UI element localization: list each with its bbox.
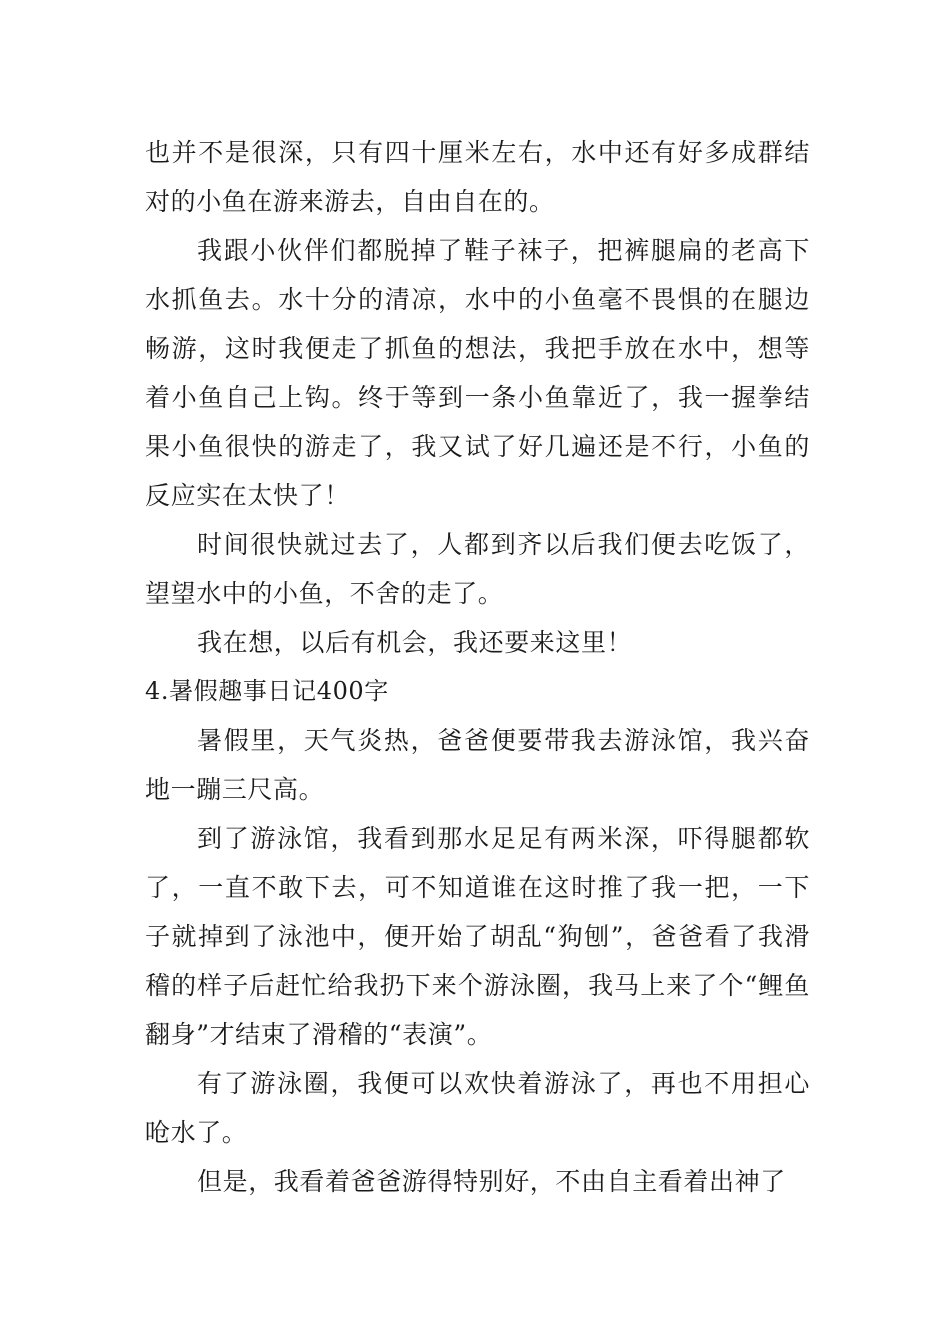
paragraph-5: 暑假里，天气炎热，爸爸便要带我去游泳馆，我兴奋地一蹦三尺高。 bbox=[145, 726, 810, 804]
paragraph-7: 有了游泳圈，我便可以欢快着游泳了，再也不用担心呛水了。 bbox=[145, 1069, 810, 1147]
paragraph-4: 我在想，以后有机会，我还要来这里！ bbox=[197, 628, 633, 657]
paragraph-3: 时间很快就过去了，人都到齐以后我们便去吃饭了，望望水中的小鱼，不舍的走了。 bbox=[145, 530, 810, 608]
document-body bbox=[145, 128, 810, 1206]
paragraph-6: 到了游泳馆，我看到那水足足有两米深，吓得腿都软了，一直不敢下去，可不知道谁在这时推了我一把，一下子就掉到了泳池中，便开始了胡乱“狗刨”，爸爸看了我滑稽的样子后赶忙给我扔下来个游泳圈，我马上来了个“鲤鱼翻身”才结束了滑稽的“表演”。 bbox=[145, 824, 810, 1049]
section-heading: 4.暑假趣事日记400字 bbox=[145, 677, 389, 705]
paragraph-1: 也并不是很深，只有四十厘米左右，水中还有好多成群结对的小鱼在游来游去，自由自在的。 bbox=[145, 138, 810, 216]
paragraph-2: 我跟小伙伴们都脱掉了鞋子袜子，把裤腿扁的老高下水抓鱼去。水十分的清凉，水中的小鱼毫不畏惧的在腿边畅游，这时我便走了抓鱼的想法，我把手放在水中，想等着小鱼自己上钩。终于等到一条小鱼靠近了，我一握拳结果小鱼很快的游走了，我又试了好几遍还是不行，小鱼的反应实在太快了！ bbox=[145, 236, 810, 510]
paragraph-8: 但是，我看着爸爸游得特别好，不由自主看着出神了 bbox=[197, 1167, 786, 1196]
